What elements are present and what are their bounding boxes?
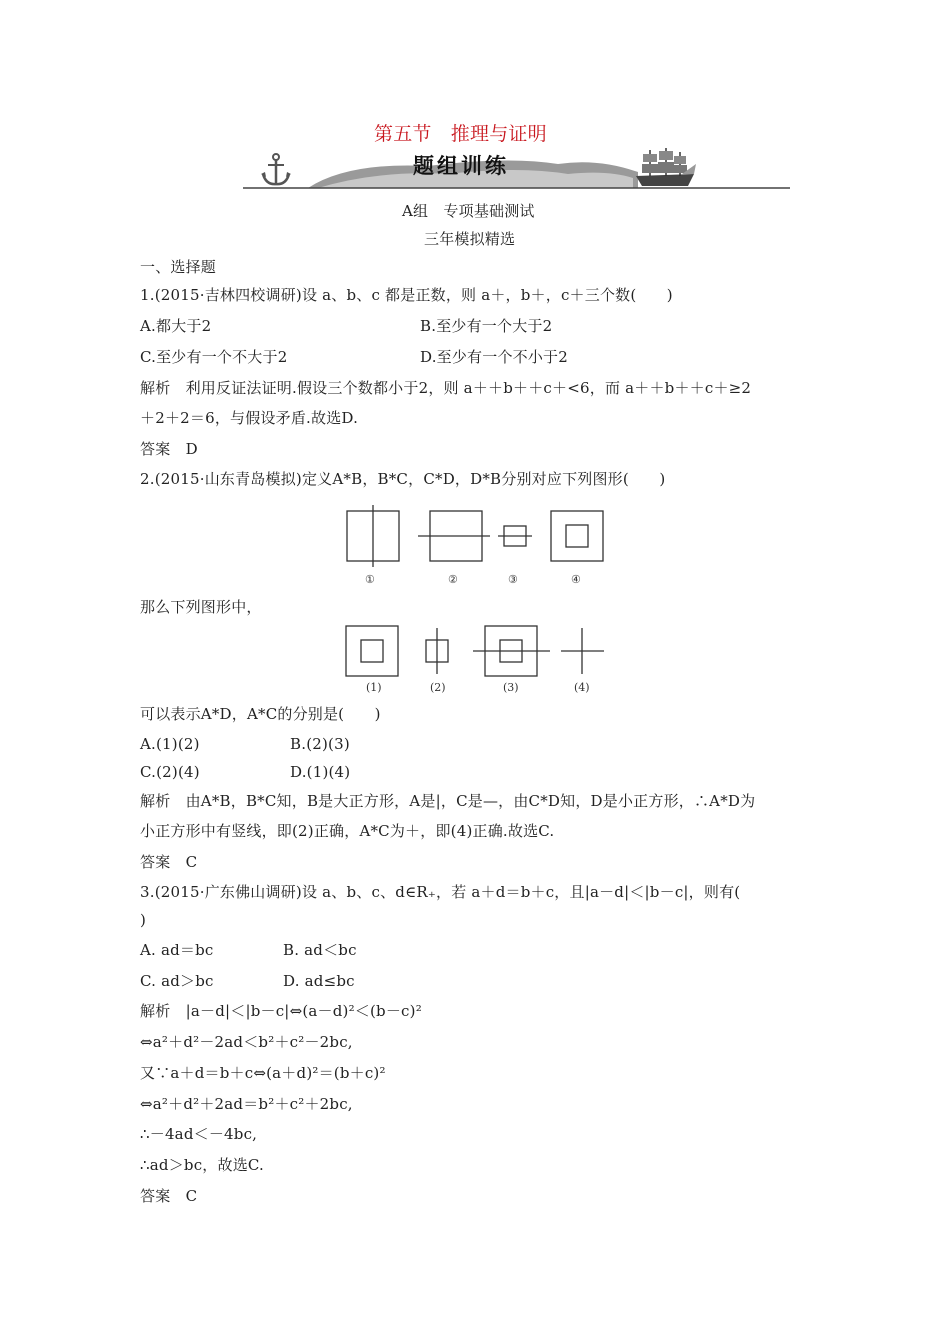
figure-option-2 bbox=[426, 628, 448, 674]
q1-option-c: C.至少有一个不大于2 bbox=[140, 348, 288, 366]
q3-option-a: A. ad＝bc bbox=[140, 941, 214, 959]
part-heading: 一、选择题 bbox=[140, 258, 217, 276]
fig1-label-4: ④ bbox=[571, 573, 581, 586]
banner-graphic bbox=[238, 148, 798, 198]
figure-3-small-square-horizontal-line bbox=[498, 526, 532, 546]
q2-option-d: D.(1)(4) bbox=[290, 763, 351, 781]
fig2-label-4: (4) bbox=[574, 681, 590, 694]
q2-answer: 答案 C bbox=[140, 853, 198, 871]
q1-analysis-line1: 解析 利用反证法证明.假设三个数都小于2，则 a＋＋b＋＋c＋<6，而 a＋＋b＋＋c＋≥2 bbox=[140, 379, 752, 397]
q1-option-d: D.至少有一个不小于2 bbox=[420, 348, 569, 366]
q3-answer: 答案 C bbox=[140, 1187, 198, 1205]
q3-analysis-line2: ⇔a²＋d²－2ad＜b²＋c²－2bc, bbox=[140, 1033, 353, 1051]
q3-analysis-line1: 解析 |a－d|＜|b－c|⇔(a－d)²＜(b－c)² bbox=[140, 1002, 422, 1020]
q3-analysis-line5: ∴－4ad＜－4bc, bbox=[140, 1125, 258, 1143]
figure-2-big-square-horizontal-line bbox=[418, 511, 490, 561]
q3-stem-line2: ) bbox=[140, 911, 147, 929]
q2-stem: 2.(2015·山东青岛模拟)定义A*B，B*C，C*D，D*B分别对应下列图形( ) bbox=[140, 470, 666, 488]
q3-option-c: C. ad＞bc bbox=[140, 972, 214, 990]
q3-option-b: B. ad＜bc bbox=[283, 941, 357, 959]
q3-option-d: D. ad≤bc bbox=[283, 972, 355, 990]
figure-4-big-square-small-square bbox=[551, 511, 603, 561]
q2-option-c: C.(2)(4) bbox=[140, 763, 200, 781]
fig1-label-1: ① bbox=[365, 573, 375, 586]
q3-analysis-line4: ⇔a²＋d²＋2ad＝b²＋c²＋2bc, bbox=[140, 1095, 353, 1113]
q2-definition-figure bbox=[340, 505, 630, 585]
figure-option-3 bbox=[473, 626, 550, 676]
q1-answer: 答案 D bbox=[140, 440, 198, 458]
q2-analysis-line2: 小正方形中有竖线，即(2)正确，A*C为＋，即(4)正确.故选C. bbox=[140, 822, 555, 840]
fig1-label-3: ③ bbox=[508, 573, 518, 586]
q2-option-b: B.(2)(3) bbox=[290, 735, 350, 753]
figure-1-big-square-vertical-line bbox=[347, 505, 399, 567]
q2-analysis-line1: 解析 由A*B，B*C知，B是大正方形，A是|，C是—，由C*D知，D是小正方形，∴A*D为 bbox=[140, 792, 756, 810]
section-title: 第五节 推理与证明 bbox=[374, 123, 547, 145]
q1-stem: 1.(2015·吉林四校调研)设 a、b、c 都是正数，则 a＋，b＋，c＋三个数( ) bbox=[140, 286, 673, 304]
sub-title: 三年模拟精选 bbox=[424, 230, 516, 248]
q1-option-b: B.至少有一个大于2 bbox=[420, 317, 553, 335]
q2-option-a: A.(1)(2) bbox=[140, 735, 200, 753]
q2-then: 那么下列图形中， bbox=[140, 598, 262, 616]
fig2-label-2: (2) bbox=[430, 681, 446, 694]
q1-analysis-line2: ＋2＋2＝6，与假设矛盾.故选D. bbox=[140, 409, 359, 427]
q3-analysis-line3: 又∵a＋d＝b＋c⇔(a＋d)²＝(b＋c)² bbox=[140, 1064, 386, 1082]
banner-label: 题组训练 bbox=[413, 153, 509, 178]
q3-stem-line1: 3.(2015·广东佛山调研)设 a、b、c、d∈R₊，若 a＋d＝b＋c，且|a－d|＜|b－c|，则有( bbox=[140, 883, 741, 901]
fig2-label-1: (1) bbox=[366, 681, 382, 694]
fig2-label-3: (3) bbox=[503, 681, 519, 694]
sailing-ship-icon bbox=[630, 146, 700, 188]
q1-option-a: A.都大于2 bbox=[140, 317, 212, 335]
q2-ask: 可以表示A*D，A*C的分别是( ) bbox=[140, 705, 381, 723]
anchor-icon bbox=[258, 152, 294, 188]
fig1-label-2: ② bbox=[448, 573, 458, 586]
group-title: A组 专项基础测试 bbox=[402, 202, 535, 220]
figure-option-4 bbox=[561, 628, 604, 674]
figure-option-1 bbox=[346, 626, 398, 676]
q3-analysis-line6: ∴ad＞bc，故选C. bbox=[140, 1156, 265, 1174]
